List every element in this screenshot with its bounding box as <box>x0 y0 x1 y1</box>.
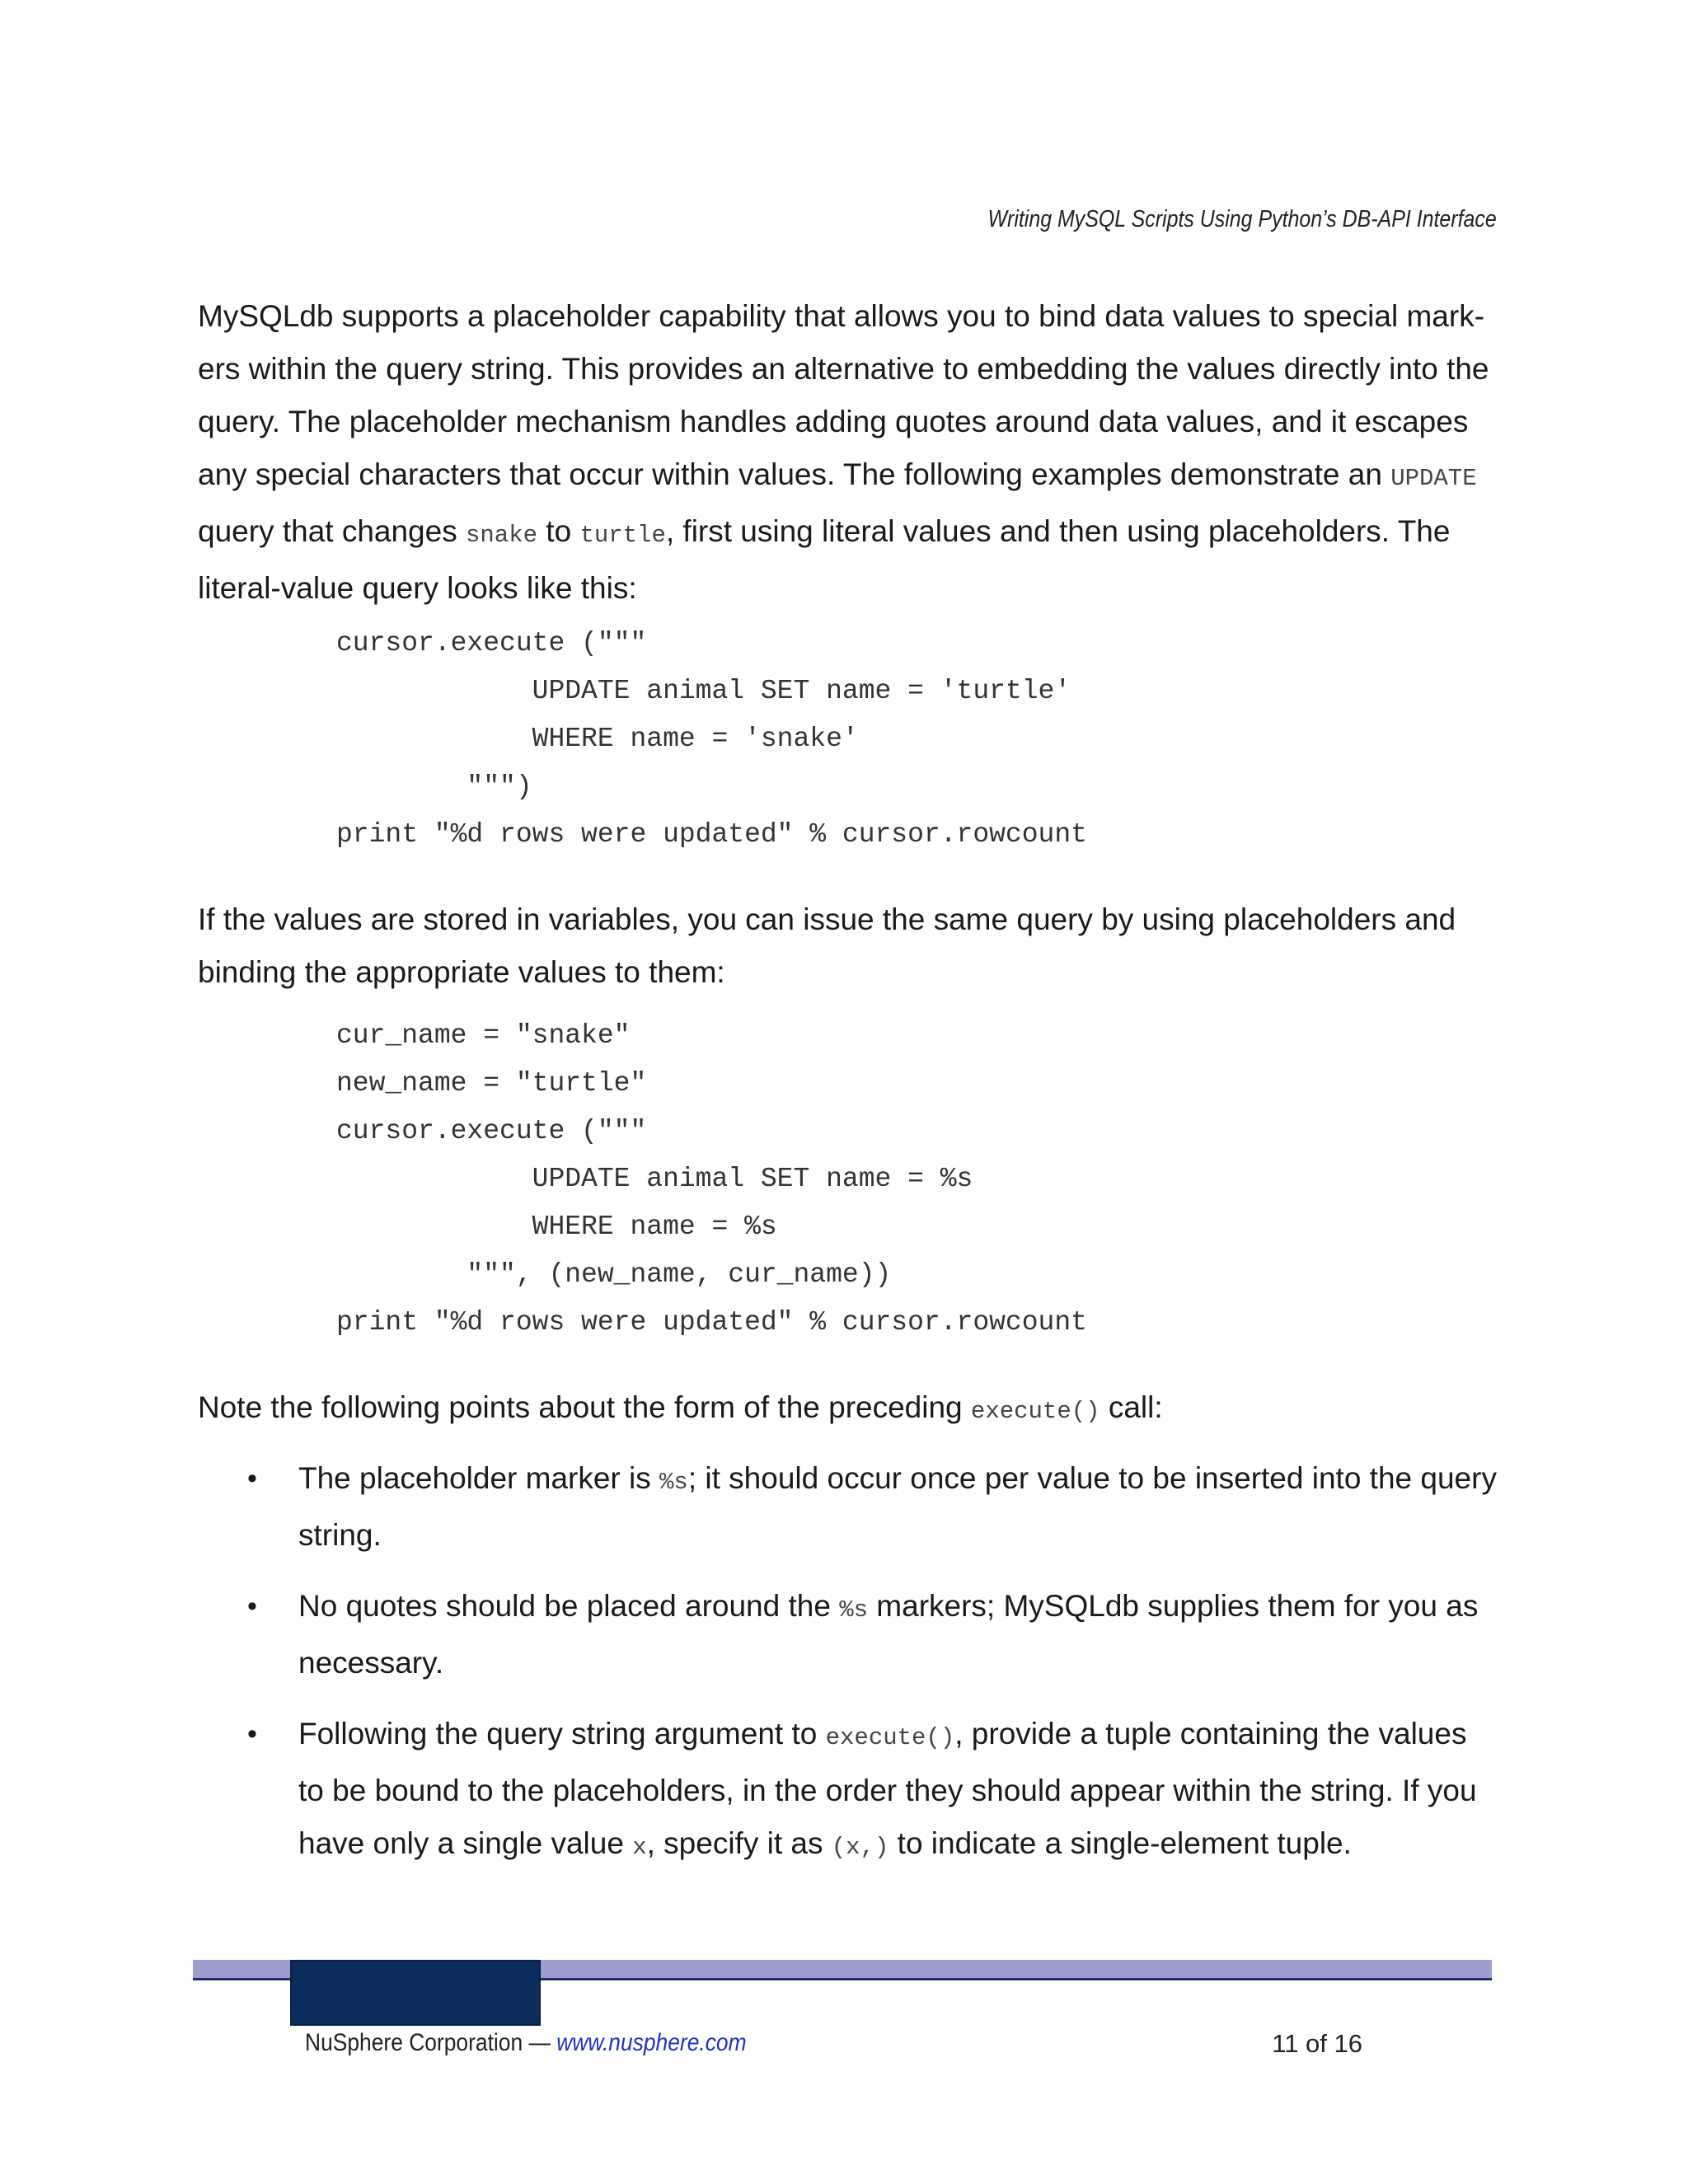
bullet-text: , provide a tuple containing the values to be bound to the placeholders, in the order they should appear within the string. If you have only a single value <box>298 1717 1477 1860</box>
website-link[interactable]: www.nusphere.com <box>556 2029 747 2056</box>
bullet-text: The placeholder marker is <box>298 1461 660 1495</box>
notes-text-1: Note the following points about the form of the preceding <box>198 1390 971 1424</box>
inline-code-placeholder: %s <box>659 1469 688 1496</box>
list-item <box>247 1708 1500 1874</box>
bullet-icon: • <box>247 1718 257 1750</box>
bullet-icon: • <box>247 1463 257 1494</box>
company-name: NuSphere Corporation — <box>305 2029 551 2056</box>
inline-code-execute: execute() <box>970 1398 1100 1425</box>
notes-text-2: call: <box>1100 1390 1163 1424</box>
footer-company <box>305 2029 747 2057</box>
notes-intro-paragraph <box>198 1381 1496 1438</box>
inline-code-snake: snake <box>466 522 538 549</box>
page-number: 11 of 16 <box>1272 2029 1362 2058</box>
inline-code-tuple: (x,) <box>831 1834 889 1861</box>
code-line: cursor.execute (""" <box>336 628 647 658</box>
code-line: cursor.execute (""" <box>336 1116 647 1146</box>
code-line: print "%d rows were updated" % cursor.rowcount <box>336 1307 1087 1338</box>
bullet-text: Following the query string argument to <box>298 1717 826 1750</box>
bullet-text: No quotes should be placed around the <box>298 1589 840 1623</box>
intro-text-4: , first using literal values and then using placeholders. The literal-value query looks like this: <box>198 514 1451 605</box>
code-line: cur_name = "snake" <box>336 1020 631 1051</box>
inline-code-turtle: turtle <box>579 522 666 549</box>
code-line: WHERE name = 'snake' <box>336 724 859 754</box>
code-line: new_name = "turtle" <box>336 1068 647 1099</box>
bullet-icon: • <box>247 1591 257 1622</box>
intro-text-3: to <box>537 514 580 548</box>
inline-code-x: x <box>632 1834 647 1861</box>
code-example-literal <box>336 620 1087 859</box>
intro-text-1: MySQLdb supports a placeholder capability that allows you to bind data values to special mark-ers within the query string. This provides an alternative to embedding the values directly into the query. The placeholder mechanism handles adding quotes around data values, and it escapes any special characters that occur within values. The following examples demonstrate an <box>198 299 1489 491</box>
code-line: WHERE name = %s <box>336 1212 777 1242</box>
inline-code-update: UPDATE <box>1390 465 1477 492</box>
placeholder-paragraph: If the values are stored in variables, you can issue the same query by using placeholders and binding the appropriate values to them: <box>198 902 1456 989</box>
list-item <box>247 1452 1500 1562</box>
code-line: UPDATE animal SET name = 'turtle' <box>336 676 1071 706</box>
inline-code-execute: execute() <box>825 1724 955 1751</box>
bullet-text: to indicate a single-element tuple. <box>889 1826 1352 1860</box>
intro-paragraph <box>198 290 1496 615</box>
code-line: """) <box>336 771 532 802</box>
list-item <box>247 1580 1500 1690</box>
code-line: print "%d rows were updated" % cursor.rowcount <box>336 819 1087 850</box>
code-example-placeholders <box>336 1012 1087 1347</box>
notes-bullet-list <box>247 1452 1500 1892</box>
code-line: UPDATE animal SET name = %s <box>336 1164 973 1194</box>
intro-text-2: query that changes <box>198 514 466 548</box>
bullet-text: , specify it as <box>646 1826 832 1860</box>
code-line: """, (new_name, cur_name)) <box>336 1259 892 1290</box>
running-header: Writing MySQL Scripts Using Python’s DB-API Interface <box>987 206 1497 232</box>
bullet-text: ; it should occur once per value to be inserted into the query string. <box>298 1461 1497 1552</box>
inline-code-placeholder: %s <box>839 1596 869 1624</box>
bullet-text: markers; MySQLdb supplies them for you as necessary. <box>298 1589 1479 1680</box>
footer-logo-block <box>290 1960 541 2026</box>
